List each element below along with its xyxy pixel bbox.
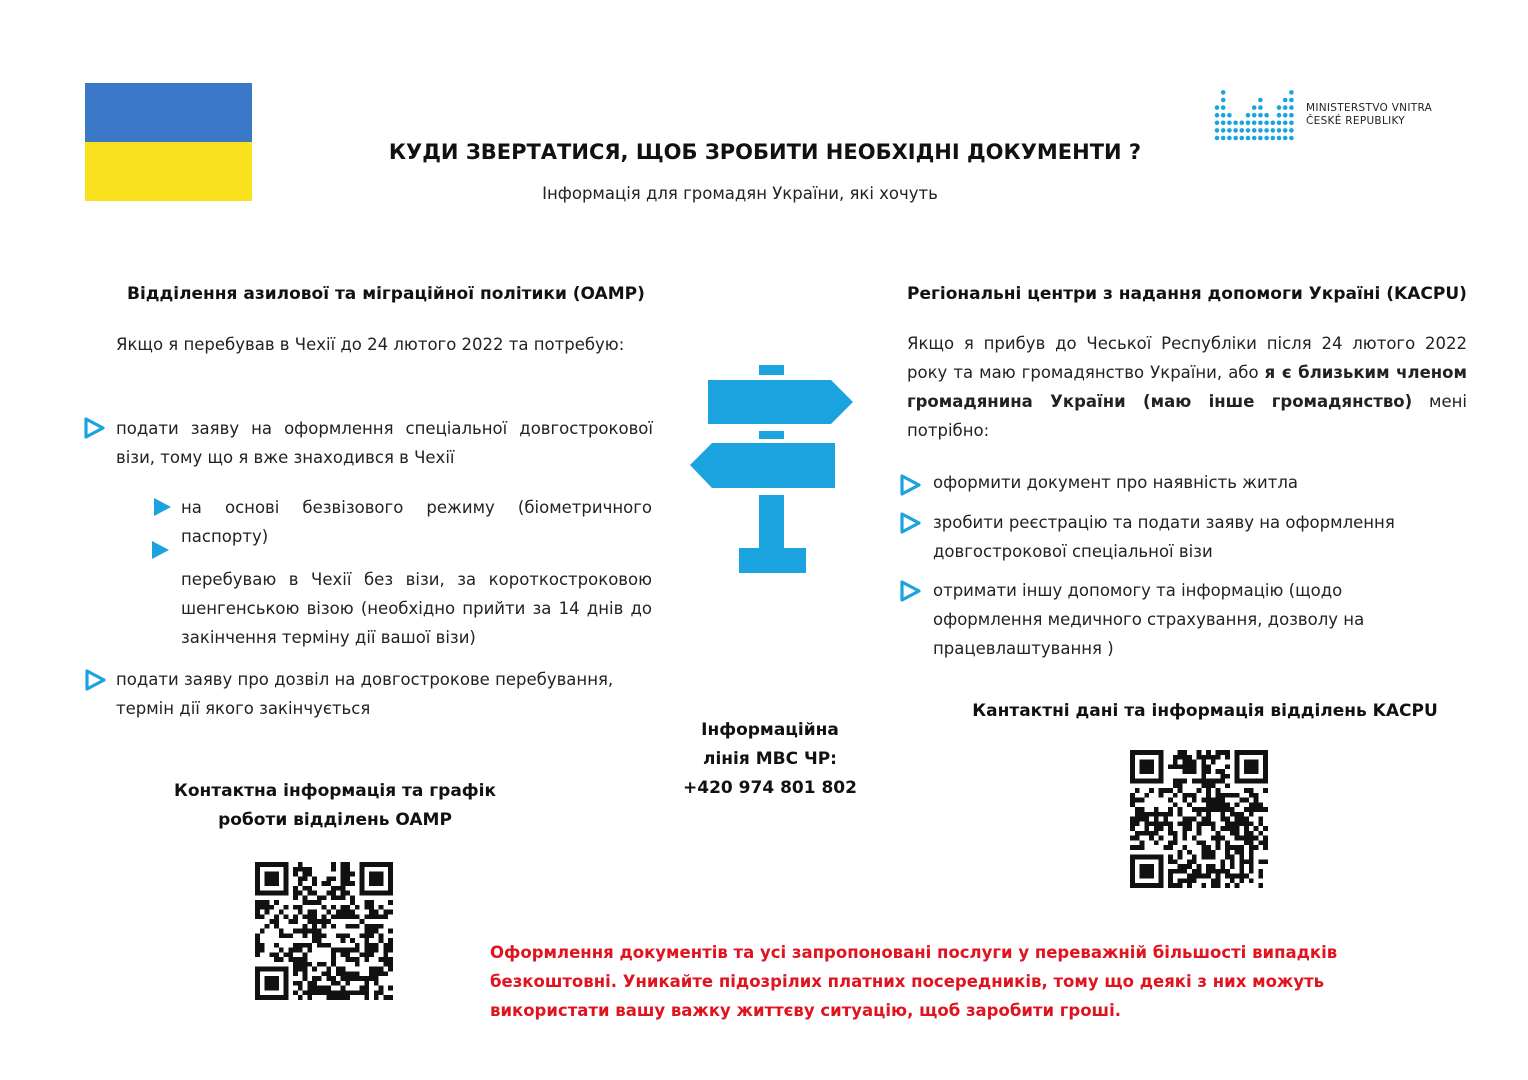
info-line-phone[interactable]: +420 974 801 802 — [683, 778, 857, 798]
oamp-bullet-visa: подати заяву на оформлення спеціальної довгострокової візи, тому що я вже знаходився в Чехії — [116, 419, 653, 467]
oamp-sub-visa-free: на основі безвізового режиму (біометричного паспорту) — [181, 498, 652, 546]
page-title: КУДИ ЗВЕРТАТИСЯ, ЩОБ ЗРОБИТИ НЕОБХІДНІ ДОКУМЕНТИ ? — [388, 140, 1142, 164]
kacpu-intro-plain: Якщо я прибув до Чеської Республіки після 24 лютого 2022 року та маю громадянство України, або — [907, 334, 1467, 382]
triangle-bullet-solid-icon — [152, 497, 172, 517]
logo-line2: ČESKÉ REPUBLIKY — [1306, 115, 1406, 127]
triangle-bullet-icon — [899, 512, 921, 534]
oamp-heading: Відділення азилової та міграційної політики (OAMP) — [127, 284, 645, 304]
oamp-bullet-residence: подати заяву про дозвіл на довгострокове перебування, термін дії якого закінчується — [116, 670, 614, 718]
page-subtitle: Інформація для громадян України, які хочуть — [542, 184, 938, 203]
oamp-sub-schengen: перебуваю в Чехії без візи, за короткостроковою шенгенською візою (необхідно прийти за 14 днів до закінчення терміну дії вашої візи) — [181, 570, 652, 647]
kacpu-heading: Регіональні центри з надання допомоги Україні (KACPU) — [907, 284, 1467, 304]
kacpu-intro-bold: я є близьким членом громадянина України (маю інше громадянство) — [907, 363, 1468, 411]
oamp-contact-line1: Контактна інформація та графік — [173, 781, 497, 801]
ministry-logo — [1213, 80, 1443, 144]
warning-text: Оформлення документів та усі запропоновані послуги у переважній більшості випадків безкоштовні. Уникайте підозрілих платних посередників, тому що деякі з них можуть використати вашу важку життєву ситуацію, щоб заробити гроші. — [490, 943, 1338, 1020]
flag-blue-stripe — [85, 83, 252, 142]
info-line-label1: Інформаційна — [701, 720, 839, 740]
oamp-intro: Якщо я перебував в Чехії до 24 лютого 2022 та потребую: — [116, 335, 625, 354]
signpost-icon — [688, 365, 854, 575]
logo-line1: MINISTERSTVO VNITRA — [1306, 102, 1433, 114]
kacpu-bullet-registration: зробити реєстрацію та подати заяву на оформлення довгострокової спеціальної візи — [933, 513, 1395, 561]
kacpu-intro — [907, 329, 1467, 445]
triangle-bullet-icon — [83, 417, 105, 439]
kacpu-contact-heading: Кантактні дані та інформація відділень KACPU — [972, 701, 1438, 721]
kacpu-qr-code[interactable] — [1130, 750, 1268, 888]
info-line — [660, 716, 880, 803]
kacpu-bullet-other-help: отримати іншу допомогу та інформацію (щодо оформлення медичного страхування, дозволу на працевлаштування ) — [933, 581, 1365, 658]
kacpu-bullet-housing: оформити документ про наявність житла — [933, 473, 1299, 492]
triangle-bullet-solid-icon — [150, 540, 170, 560]
triangle-bullet-icon — [899, 580, 921, 602]
triangle-bullet-icon — [84, 669, 106, 691]
oamp-contact-line2: роботи відділень OAMP — [218, 810, 452, 830]
info-line-label2: лінія МВС ЧР: — [703, 749, 837, 769]
flag-yellow-stripe — [85, 142, 252, 201]
ukraine-flag — [85, 83, 252, 201]
triangle-bullet-icon — [899, 474, 921, 496]
kacpu-intro-end: мені потрібно: — [907, 392, 1468, 440]
ministry-logo-icon — [1213, 80, 1303, 144]
oamp-qr-code[interactable] — [255, 862, 393, 1000]
oamp-contact-heading — [150, 777, 520, 835]
